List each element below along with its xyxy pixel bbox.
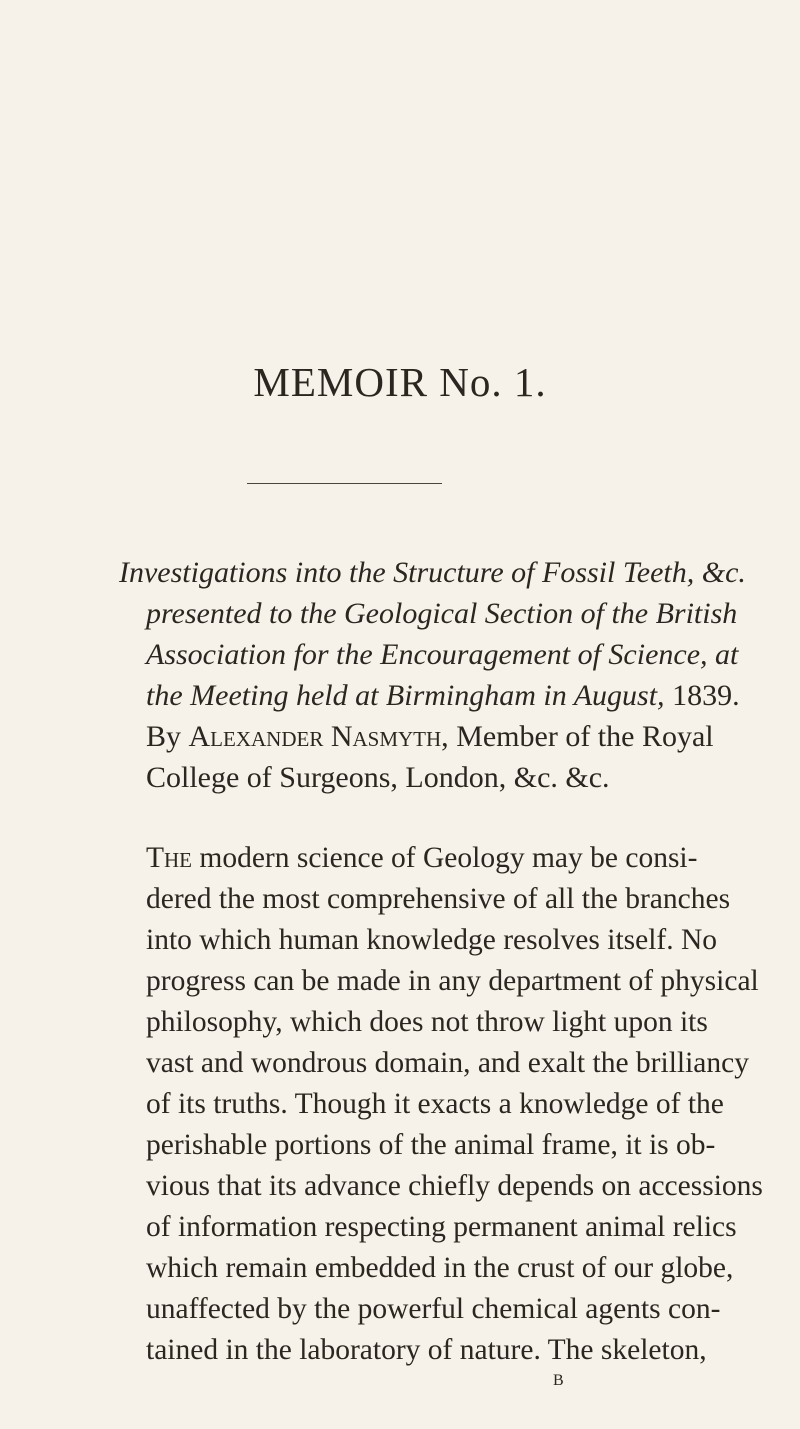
title-line-4-year: 1839. xyxy=(672,679,740,712)
body-line: progress can be made in any department of physical xyxy=(146,965,759,997)
author-name: Alexander Nasmyth, xyxy=(188,720,449,753)
title-line-5 xyxy=(146,717,714,757)
title-line-1-end: &c. xyxy=(701,556,746,589)
title-line-4 xyxy=(146,676,740,716)
body-line: into which human knowledge resolves itself. No xyxy=(146,924,718,956)
title-line-5-end: Member of the Royal xyxy=(456,720,714,753)
opening-word: The xyxy=(146,842,193,874)
body-line: which remain embedded in the crust of our globe, xyxy=(146,1252,734,1284)
title-line-6-text: College of Surgeons, London, &c. &c. xyxy=(146,761,610,794)
title-line-1-italic: Investigations into the Structure of Fossil Teeth, xyxy=(119,556,695,589)
signature-mark: B xyxy=(553,1372,564,1389)
body-line-1 xyxy=(146,838,697,878)
body-line: perishable portions of the animal frame, it is ob- xyxy=(146,1129,716,1161)
title-line-2-text: presented to the Geological Section of the British xyxy=(146,597,738,630)
divider-rule xyxy=(247,483,442,484)
title-line-6 xyxy=(146,758,610,798)
memoir-heading: MEMOIR No. 1. xyxy=(253,359,547,405)
body-line: tained in the laboratory of nature. The skeleton, xyxy=(146,1334,707,1366)
body-line: dered the most comprehensive of all the branches xyxy=(146,883,731,915)
title-line-2 xyxy=(146,594,737,634)
title-line-3-text: Association for the Encouragement of Science, at xyxy=(146,638,739,671)
body-line: unaffected by the powerful chemical agents con- xyxy=(146,1293,721,1325)
title-by: By xyxy=(146,720,182,753)
title-line-4-italic: the Meeting held at Birmingham in August, xyxy=(146,679,665,712)
body-line-1-text: modern science of Geology may be consi- xyxy=(199,842,698,874)
body-line: philosophy, which does not throw light upon its xyxy=(146,1006,708,1038)
body-line: vious that its advance chiefly depends on accessions xyxy=(146,1170,763,1202)
body-line: vast and wondrous domain, and exalt the brilliancy xyxy=(146,1047,749,1079)
title-line-3 xyxy=(146,635,738,675)
body-line: of its truths. Though it exacts a knowledge of the xyxy=(146,1088,724,1120)
title-line-1 xyxy=(119,553,746,593)
body-line: of information respecting permanent animal relics xyxy=(146,1211,737,1243)
